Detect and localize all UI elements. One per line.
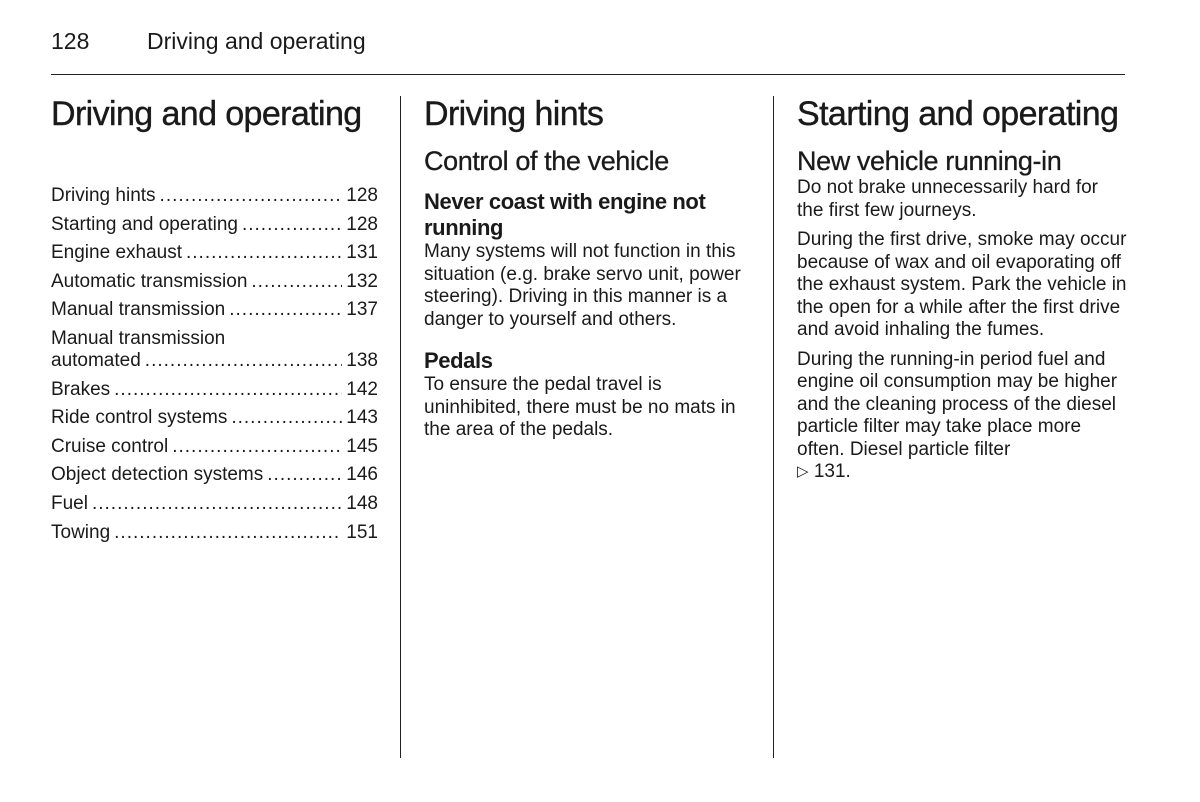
paragraph-coast: Many systems will not function in this situation (e.g. brake servo unit, power steering). Driving in this manner is a danger to yourself and others. bbox=[424, 241, 741, 330]
toc-leader-dots bbox=[186, 242, 342, 264]
toc-entry[interactable] bbox=[51, 328, 378, 372]
driving-hints-column bbox=[424, 95, 754, 442]
toc-entry[interactable] bbox=[51, 436, 378, 458]
page-number: 128 bbox=[51, 28, 90, 54]
toc-leader-dots bbox=[92, 493, 342, 515]
toc-entry-label: Driving hints bbox=[51, 185, 156, 206]
chapter-title: Driving and operating bbox=[51, 95, 362, 133]
toc-leader-dots bbox=[160, 185, 343, 207]
toc-entry-label: Fuel bbox=[51, 492, 88, 514]
toc-entry-label: Automatic transmission bbox=[51, 270, 248, 292]
toc-leader-dots bbox=[114, 522, 342, 544]
toc-entry-page: 142 bbox=[346, 378, 378, 400]
toc-entry-page: 148 bbox=[346, 492, 378, 514]
subsection-title: Control of the vehicle bbox=[424, 146, 669, 176]
toc-entry[interactable] bbox=[51, 271, 378, 293]
toc-entry-page: 145 bbox=[346, 435, 378, 457]
toc-entry-page: 128 bbox=[346, 213, 378, 235]
toc-entry-label: automated bbox=[51, 349, 141, 371]
toc-leader-dots bbox=[172, 436, 342, 458]
toc-entry[interactable] bbox=[51, 493, 378, 515]
toc-leader-dots bbox=[251, 271, 342, 293]
toc-entry-label: Starting and operating bbox=[51, 213, 238, 235]
toc-entry[interactable] bbox=[51, 464, 378, 486]
toc-leader-dots bbox=[242, 214, 342, 236]
toc-entry-label: Engine exhaust bbox=[51, 242, 182, 264]
starting-operating-column bbox=[797, 95, 1127, 485]
toc-entry-label: Ride control systems bbox=[51, 407, 228, 429]
chapter-toc-column bbox=[51, 95, 378, 543]
toc-entry-page: 138 bbox=[346, 349, 378, 371]
toc-entry[interactable] bbox=[51, 379, 378, 401]
toc-entry-label: Cruise control bbox=[51, 435, 169, 457]
section-title: Starting and operating bbox=[797, 95, 1119, 133]
toc-entry-label: Brakes bbox=[51, 378, 111, 400]
paragraph-pedals: To ensure the pedal travel is uninhibited, there must be no mats in the area of the pedals. bbox=[424, 374, 736, 440]
arrow-reference-icon: ▷ bbox=[797, 463, 809, 480]
toc-entry-page: 137 bbox=[346, 299, 378, 321]
toc-entry-page: 132 bbox=[346, 270, 378, 292]
toc-entry-page: 131 bbox=[346, 242, 378, 264]
page-header bbox=[51, 24, 1125, 75]
toc-leader-dots bbox=[145, 350, 343, 372]
column-divider bbox=[400, 96, 401, 758]
toc-leader-dots bbox=[229, 299, 342, 321]
toc-entry[interactable] bbox=[51, 185, 378, 207]
cross-reference-link[interactable]: 131. bbox=[813, 461, 851, 482]
toc-entry-page: 128 bbox=[346, 185, 378, 206]
paragraph-running-in-text: During the running-in period fuel and engine oil consumption may be higher and the cleaning process of the diesel particle filter may take place more often. Diesel particle filter bbox=[797, 348, 1118, 460]
paragraph-braking: Do not brake unnecessarily hard for the first few journeys. bbox=[797, 177, 1098, 221]
toc-leader-dots bbox=[231, 407, 342, 429]
toc-leader-dots bbox=[267, 464, 342, 486]
heading-coast: Never coast with engine not running bbox=[424, 189, 706, 240]
table-of-contents bbox=[51, 185, 378, 550]
column-divider bbox=[773, 96, 774, 758]
heading-pedals: Pedals bbox=[424, 348, 493, 373]
toc-entry-page: 146 bbox=[346, 464, 378, 486]
toc-entry-label: Manual transmission bbox=[51, 299, 226, 321]
toc-entry[interactable] bbox=[51, 299, 378, 321]
toc-entry-label: Towing bbox=[51, 521, 111, 543]
running-title: Driving and operating bbox=[147, 28, 366, 54]
toc-leader-dots bbox=[114, 379, 342, 401]
toc-entry[interactable] bbox=[51, 407, 378, 429]
subsection-title: New vehicle running-in bbox=[797, 146, 1062, 176]
toc-entry-page: 151 bbox=[346, 521, 378, 543]
toc-entry[interactable] bbox=[51, 522, 378, 544]
paragraph-running-in bbox=[797, 349, 1127, 485]
toc-entry[interactable] bbox=[51, 242, 378, 264]
toc-entry[interactable] bbox=[51, 214, 378, 236]
toc-entry-label-line1: Manual transmission bbox=[51, 327, 226, 349]
toc-entry-label: Object detection systems bbox=[51, 464, 264, 486]
section-title: Driving hints bbox=[424, 95, 604, 133]
toc-entry-page: 143 bbox=[346, 407, 378, 429]
paragraph-first-drive: During the first drive, smoke may occur because of wax and oil evaporating off the exhaust system. Park the vehicle in the open for a while after the first drive and avoid inhaling the fumes. bbox=[797, 229, 1127, 340]
